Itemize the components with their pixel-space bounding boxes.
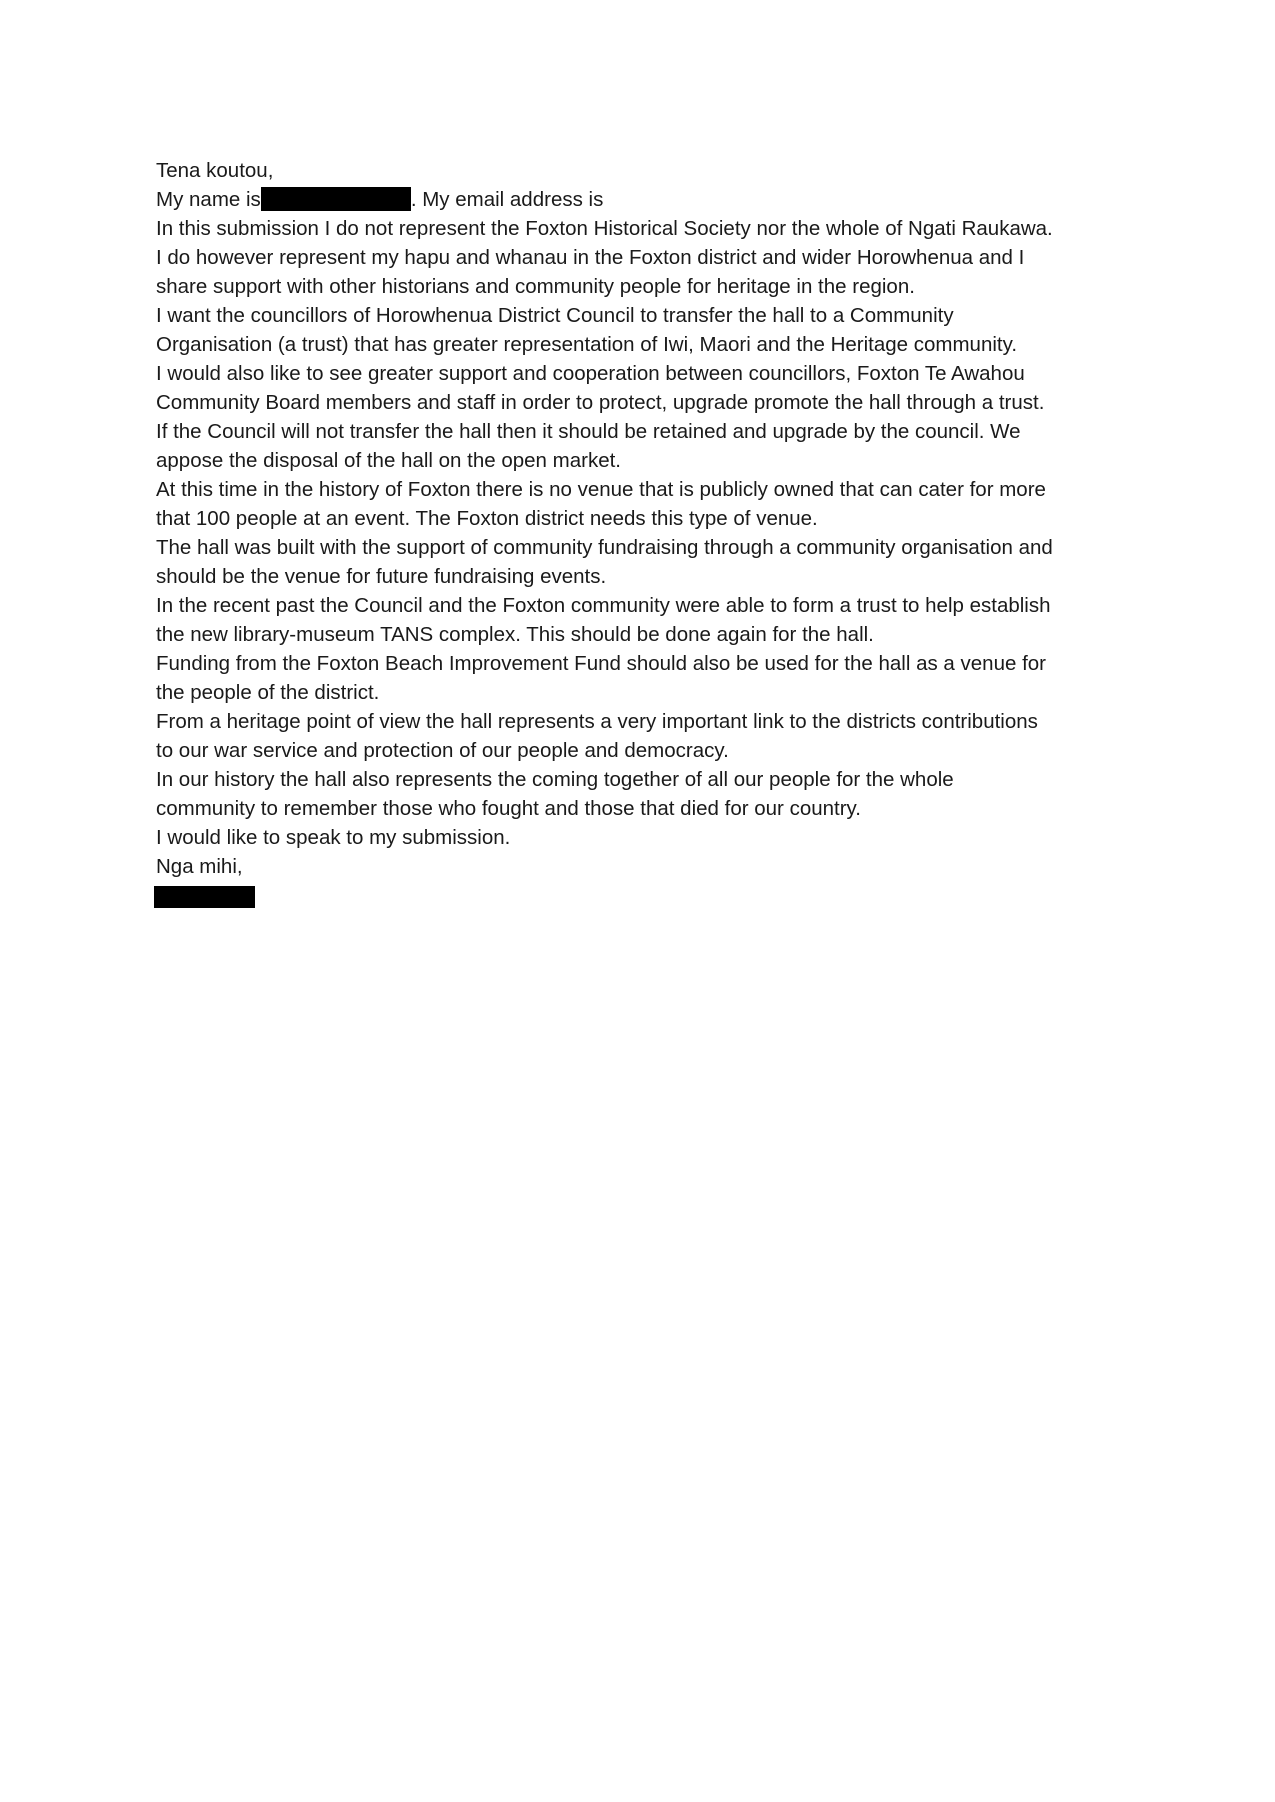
body-line: From a heritage point of view the hall represents a very important link to the districts contributions <box>156 710 1038 733</box>
body-line: I would also like to see greater support and cooperation between councillors, Foxton Te Awahou <box>156 362 1025 385</box>
body-line: that 100 people at an event. The Foxton district needs this type of venue. <box>156 507 818 530</box>
body-line: I want the councillors of Horowhenua District Council to transfer the hall to a Community <box>156 304 954 327</box>
body-line: The hall was built with the support of community fundraising through a community organisation and <box>156 536 1053 559</box>
body-line: the people of the district. <box>156 681 380 704</box>
body-line: should be the venue for future fundraising events. <box>156 565 607 588</box>
body-line: If the Council will not transfer the hall then it should be retained and upgrade by the council. We <box>156 420 1021 443</box>
submission-letter <box>156 156 1156 910</box>
body-line: community to remember those who fought and those that died for our country. <box>156 797 861 820</box>
greeting: Tena koutou, <box>156 159 274 182</box>
body-line: In our history the hall also represents the coming together of all our people for the whole <box>156 768 954 791</box>
redacted-name <box>261 187 411 211</box>
body-line: share support with other historians and community people for heritage in the region. <box>156 275 915 298</box>
intro-line <box>156 185 1156 214</box>
body-line: to our war service and protection of our people and democracy. <box>156 739 729 762</box>
body-line: I would like to speak to my submission. <box>156 826 511 849</box>
body-line: the new library-museum TANS complex. This should be done again for the hall. <box>156 623 874 646</box>
body-line: In this submission I do not represent the Foxton Historical Society nor the whole of Ngati Raukawa. <box>156 217 1053 240</box>
redacted-signature <box>154 886 255 908</box>
body-line: I do however represent my hapu and whanau in the Foxton district and wider Horowhenua and I <box>156 246 1025 269</box>
body-line: Organisation (a trust) that has greater representation of Iwi, Maori and the Heritage community. <box>156 333 1018 356</box>
signature-line <box>156 881 1156 910</box>
body-line: In the recent past the Council and the Foxton community were able to form a trust to help establish <box>156 594 1051 617</box>
intro-prefix: My name is <box>156 188 261 211</box>
body-line: appose the disposal of the hall on the open market. <box>156 449 621 472</box>
closing: Nga mihi, <box>156 855 243 878</box>
body-line: Community Board members and staff in order to protect, upgrade promote the hall through a trust. <box>156 391 1045 414</box>
intro-suffix: . My email address is <box>410 188 604 211</box>
body-line: Funding from the Foxton Beach Improvement Fund should also be used for the hall as a venue for <box>156 652 1046 675</box>
body-line: At this time in the history of Foxton there is no venue that is publicly owned that can cater for more <box>156 478 1046 501</box>
